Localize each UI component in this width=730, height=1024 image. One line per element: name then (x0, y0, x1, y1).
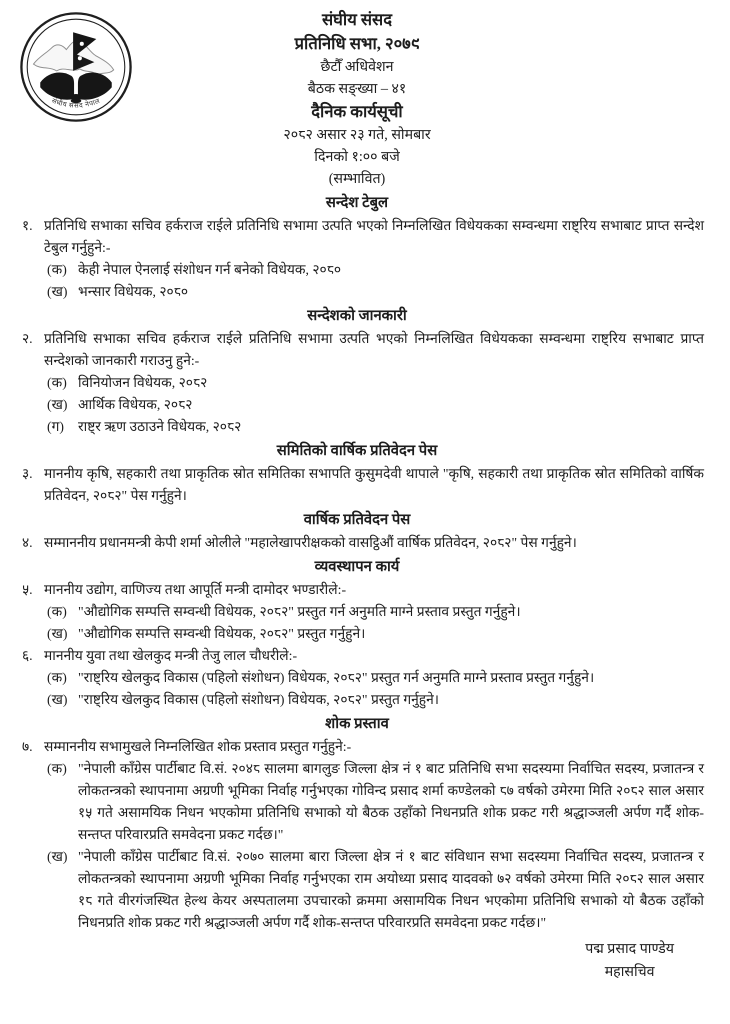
section-message-table (10, 192, 704, 303)
emblem-caption: संघीय संसद नेपाल (50, 97, 102, 110)
sub-item-text: आर्थिक विधेयक, २०८२ (78, 397, 193, 412)
section-heading: सन्देश टेबुल (325, 195, 389, 211)
section-legislative-business (10, 556, 704, 711)
sub-item-text: विनियोजन विधेयक, २०८२ (78, 375, 208, 390)
item-number: २. (22, 331, 33, 346)
sub-item-label: (ख) (47, 397, 68, 412)
agenda-item (10, 215, 704, 303)
sub-item-text: केही नेपाल ऐनलाई संशोधन गर्न बनेको विधेयक, २०८० (78, 262, 342, 277)
document-title: दैनिक कार्यसूची (311, 102, 403, 121)
agenda-item (10, 579, 704, 645)
sub-item (44, 372, 704, 394)
sub-item (44, 623, 704, 645)
sub-item-text: "नेपाली काँग्रेस पार्टीबाट वि.सं. २०७० सालमा बारा जिल्ला क्षेत्र नं १ बाट संविधान सभा सदस्यमा निर्वाचित सदस्य, प्रजातन्त्र र लोकतन्त्रको स्थापनामा अग्रणी भूमिका निर्वाह गर्नुभएका राम अयोध्या प्रसाद यादवको ७२ वर्षको उमेरमा मिति २०८२ साल असार १८ गते वीरगंजस्थित हेल्थ केयर अस्पतालमा उपचारको क्रममा असामयिक निधन भएकोमा प्रतिनिधि सभाको यो बैठक उहाँको निधनप्रति शोक प्रकट गरी श्रद्धाञ्जली अर्पण गर्दै शोक-सन्तप्त परिवारप्रति समवेदना प्रकट गर्दछ।" (78, 849, 704, 930)
section-heading: व्यवस्थापन कार्य (314, 559, 400, 575)
sub-item (44, 394, 704, 416)
item-number: ६. (22, 648, 33, 663)
sub-item (44, 281, 704, 303)
item-number: ४. (22, 535, 33, 550)
session-line: छैटौँ अधिवेशन (320, 59, 394, 75)
sub-item-text: "राष्ट्रिय खेलकुद विकास (पहिलो संशोधन) विधेयक, २०८२" प्रस्तुत गर्नुहुने। (78, 692, 439, 707)
assembly-title: प्रतिनिधि सभा, २०७९ (294, 34, 420, 53)
sub-item-label: (क) (47, 761, 67, 776)
sub-item-label: (क) (47, 375, 67, 390)
sub-item (44, 846, 704, 934)
sub-item (44, 758, 704, 846)
agenda-item (10, 736, 704, 934)
sub-item (44, 667, 704, 689)
letterhead (10, 8, 704, 190)
item-number: ३. (22, 466, 33, 481)
signatory-name: पद्म प्रसाद पाण्डेय (585, 941, 674, 957)
sub-item-label: (ख) (47, 284, 68, 299)
tentative-note: (सम्भावित) (328, 171, 386, 187)
item-number: १. (22, 218, 33, 233)
time-line: दिनको १:०० बजे (314, 149, 400, 165)
item-text: माननीय कृषि, सहकारी तथा प्राकृतिक स्रोत समितिका सभापति कुसुमदेवी थापाले "कृषि, सहकारी तथा प्राकृतिक स्रोत समितिको वार्षिक प्रतिवेदन, २०८२" पेस गर्नुहुने। (44, 466, 704, 503)
item-text: सम्माननीय प्रधानमन्त्री केपी शर्मा ओलीले "महालेखापरीक्षकको वासट्ठिऔं वार्षिक प्रतिवेदन, २०८२" पेस गर्नुहुने। (44, 535, 577, 550)
agenda-item (10, 463, 704, 507)
agenda-item (10, 328, 704, 438)
sub-item-label: (ख) (47, 849, 68, 864)
item-text: माननीय उद्योग, वाणिज्य तथा आपूर्ति मन्त्री दामोदर भण्डारीले:- (44, 582, 347, 597)
sub-item-label: (ख) (47, 692, 68, 707)
sub-item-label: (ग) (47, 419, 64, 434)
sub-item-label: (ख) (47, 626, 68, 641)
sub-item (44, 689, 704, 711)
sub-item (44, 259, 704, 281)
org-title: संघीय संसद (322, 10, 392, 29)
section-condolence-motion (10, 713, 704, 934)
item-text: प्रतिनिधि सभाका सचिव हर्कराज राईले प्रतिनिधि सभामा उत्पति भएको निम्नलिखित विधेयकका सम्वन्धमा राष्ट्रिय सभाबाट प्राप्त सन्देश टेबुल गर्नुहुने:- (44, 218, 704, 255)
item-text: सम्माननीय सभामुखले निम्नलिखित शोक प्रस्ताव प्रस्तुत गर्नुहुने:- (44, 739, 352, 754)
section-annual-report (10, 509, 704, 554)
signatory-role: महासचिव (604, 964, 655, 980)
section-message-information (10, 305, 704, 438)
agenda-item (10, 532, 704, 554)
item-text: माननीय युवा तथा खेलकुद मन्त्री तेजु लाल चौधरीले:- (44, 648, 298, 663)
sub-item-text: "नेपाली काँग्रेस पार्टीबाट वि.सं. २०४८ सालमा बागलुङ जिल्ला क्षेत्र नं १ बाट प्रतिनिधि सभा सदस्यमा निर्वाचित सदस्य, प्रजातन्त्र र लोकतन्त्रको स्थापनामा अग्रणी भूमिका निर्वाह गर्नुभएका गोविन्द प्रसाद शर्मा कण्डेलको ८७ वर्षको उमेरमा मिति २०८२ साल असार १५ गते असामयिक निधन भएकोमा प्रतिनिधि सभाको यो बैठक उहाँको निधनप्रति शोक प्रकट गरी श्रद्धाञ्जली अर्पण गर्दै शोक-सन्तप्त परिवारप्रति समवेदना प्रकट गर्दछ।" (78, 761, 704, 842)
sub-item-label: (क) (47, 604, 67, 619)
sub-item-text: राष्ट्र ऋण उठाउने विधेयक, २०८२ (78, 419, 242, 434)
section-committee-annual-report (10, 440, 704, 507)
sub-item-text: भन्सार विधेयक, २०८० (78, 284, 189, 299)
sub-item-label: (क) (47, 262, 67, 277)
item-text: प्रतिनिधि सभाका सचिव हर्कराज राईले प्रतिनिधि सभामा उत्पति भएको निम्नलिखित विधेयकका सम्वन्धमा राष्ट्रिय सभाबाट प्राप्त सन्देशको जानकारी गराउनु हुने:- (44, 331, 704, 368)
signature-block (585, 938, 674, 984)
sub-item (44, 416, 704, 438)
sub-item (44, 601, 704, 623)
section-heading: वार्षिक प्रतिवेदन पेस (303, 512, 411, 528)
section-heading: समितिको वार्षिक प्रतिवेदन पेस (276, 443, 438, 459)
section-heading: सन्देशको जानकारी (307, 308, 407, 324)
item-number: ७. (22, 739, 33, 754)
section-heading: शोक प्रस्ताव (325, 716, 389, 732)
federal-parliament-emblem-logo (18, 10, 134, 124)
meeting-number: बैठक सङ्ख्या – ४१ (307, 81, 407, 97)
sub-item-text: "राष्ट्रिय खेलकुद विकास (पहिलो संशोधन) विधेयक, २०८२" प्रस्तुत गर्न अनुमति माग्ने प्रस्ताव प्रस्तुत गर्नुहुने। (78, 670, 595, 685)
agenda-item (10, 645, 704, 711)
sub-item-text: "औद्योगिक सम्पत्ति सम्वन्धी विधेयक, २०८२" प्रस्तुत गर्न अनुमति माग्ने प्रस्ताव प्रस्तुत गर्नुहुने। (78, 604, 521, 619)
date-line: २०८२ असार २३ गते, सोमबार (283, 127, 431, 143)
sub-item-text: "औद्योगिक सम्पत्ति सम्वन्धी विधेयक, २०८२" प्रस्तुत गर्नुहुने। (78, 626, 366, 641)
item-number: ५. (22, 582, 33, 597)
sub-item-label: (क) (47, 670, 67, 685)
